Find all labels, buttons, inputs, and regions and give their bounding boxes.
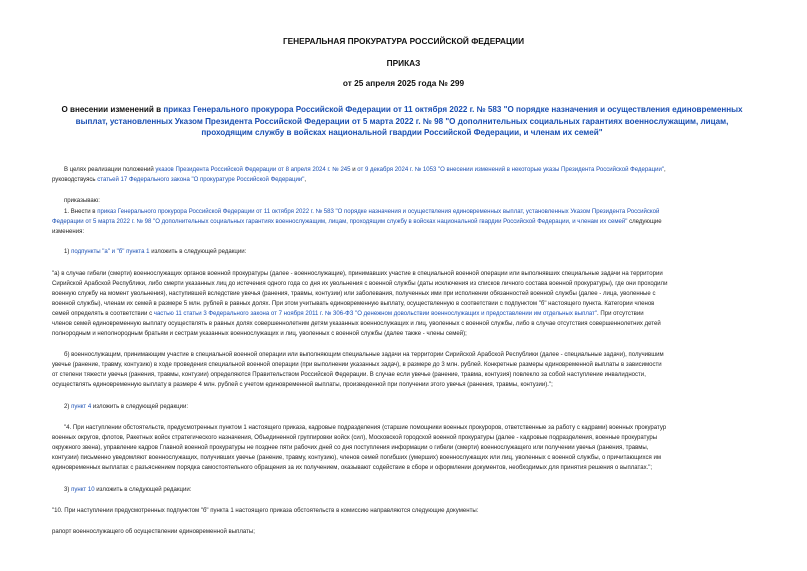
title-order-link[interactable]: приказ Генерального прокурора Российской Федерации от 11 октября 2022 г. № 583 "О порядке назначения и осуществления единовременных выплат, установленных Указом Президента Российской Федерации от 5 марта 2022 г. № 98 "О дополнительных социальных гарантиях военнослужащим, лицам, проходящим службу в войсках национальной гвардии Российской Федерации, и членам их семей" [75,105,743,137]
order-583-link-cont[interactable]: Федерации от 5 марта 2022 г. № 98 "О дополнительных социальных гарантиях военнослужащим, лицам, проходящим службу в войсках национальной гвардии Российской Федерации, и членам их семей" [52,219,628,225]
subpoints-a-b-link[interactable]: подпункты "а" и "б" пункта 1 [71,249,150,255]
document-title [52,104,752,139]
point-4-link[interactable]: пункт 4 [71,404,92,410]
preamble-line-2: руководствуясь статьей 17 Федерального закона "О прокуратуре Российской Федерации", [52,177,307,183]
report-line: рапорт военнослужащего об осуществлении единовременной выплаты; [52,529,255,535]
para-4-line-1: "4. При наступлении обстоятельств, предусмотренных пунктом 1 настоящего приказа, кадровые подразделения (старшие помощники военных прокуроров, ответственные за работу с кадрами) военных прокуратур [64,425,667,431]
item1-line-2: Федерации от 5 марта 2022 г. № 98 "О дополнительных социальных гарантиях военнослужащим, лицам, проходящим службу в войсках национальной гвардии Российской Федерации, и членам их семей" следующие [52,219,662,225]
item1-line-1: 1. Внести в приказ Генерального прокурора Российской Федерации от 11 октября 2022 г. № 583 "О порядке назначения и осуществления единовременных выплат, установленных Указом Президента Российской [64,209,660,215]
para-b-line-1: б) военнослужащим, принимающим участие в специальной военной операции или выполняющим специальные задачи на территории Сирийской Арабской Республики (далее - специальные задачи), получившим [64,352,664,358]
prosecution-law-link[interactable]: статьей 17 Федерального закона "О прокуратуре Российской Федерации" [97,177,305,183]
para-a-line-5: семей определять в соответствии с частью 11 статьи 3 Федерального закона от 7 ноября 2011 г. № 306-ФЗ "О денежном довольствии военнослужащих и предоставлении им отдельных выплат". При отсутствии [52,311,644,317]
subitem-1: 1) подпункты "а" и "б" пункта 1 изложить в следующей редакции: [64,249,247,255]
point-10-link[interactable]: пункт 10 [71,487,95,493]
decree-245-link[interactable]: указов Президента Российской Федерации от 8 апреля 2024 г. № 245 [155,167,351,173]
title-prefix: О внесении изменений в [61,105,164,114]
item1-line-3: изменения: [52,229,85,235]
organization-heading: ГЕНЕРАЛЬНАЯ ПРОКУРАТУРА РОССИЙСКОЙ ФЕДЕРАЦИИ [282,36,525,46]
para-a-line-1: "а) в случае гибели (смерти) военнослужащих органов военной прокуратуры (далее - военнослужащие), принимавших участие в специальной военной операции или выполнявших специальные задачи на территории [52,271,663,277]
document-date-number: от 25 апреля 2025 года № 299 [342,78,465,88]
para-a-line-4: военной службы), членам их семей в размере 5 млн. рублей в равных долях. При этом учитывать единовременную выплату, осуществленную в соответствии с подпунктом "б" настоящего пункта. Категории членов [52,301,655,307]
para-4-line-4: контузии) письменно уведомляют военнослужащих, получивших увечье (ранение, травму, контузию), членов семей погибших (умерших) военнослужащих или лиц, уволенных с военной службы, о причитающихся им [52,455,661,461]
para-a-line-6: членов семей единовременную выплату осуществлять в равных долях совершеннолетним детям указанных военнослужащих и лиц, уволенных с военной службы, либо в случае отсутствия совершеннолетних детей [52,321,661,327]
para-a-line-3: военную службу на момент увольнения), наступившей вследствие увечья (ранения, травмы, контузии) или заболевания, полученных ими при исполнении обязанностей военной службы (далее - лица, уволенные с [52,291,656,297]
decree-1053-link[interactable]: от 9 декабря 2024 г. № 1053 "О внесении изменений в некоторые указы Президента Российской Федерации" [357,167,664,173]
order-583-link[interactable]: приказ Генерального прокурора Российской Федерации от 11 октября 2022 г. № 583 "О порядке назначения и осуществления единовременных выплат, установленных Указом Президента Российской [97,209,660,215]
para-b-line-4: осуществлять единовременную выплату в размере 4 млн. рублей с учетом единовременной выплаты, произведенной при получении этого увечья (ранения, травмы, контузии)."; [52,382,553,388]
subitem-3: 3) пункт 10 изложить в следующей редакции: [64,487,192,493]
document-type-heading: ПРИКАЗ [386,58,421,68]
para-4-line-5: единовременных выплатах с разъяснением порядка самостоятельного обращения за их получением, оказывают содействие в сборе и оформлении документов, необходимых для принятия решения о выплатах."; [52,465,653,471]
para-a-line-2: Сирийской Арабской Республики, либо смерти указанных лиц до истечения одного года со дня их увольнения с военной службы (даты исключения из списков личного состава военной прокуратуры), где они проходили [52,281,668,287]
order-word: приказываю: [64,198,100,204]
para-b-line-2: увечье (ранение, травму, контузию) в ходе проведения специальной военной операции (при выполнении указанных задач), в размере до 3 млн. рублей. Конкретные размеры единовременной выплаты в зависимости [52,362,662,368]
subitem-2: 2) пункт 4 изложить в следующей редакции: [64,404,189,410]
law-306fz-link[interactable]: частью 11 статьи 3 Федерального закона от 7 ноября 2011 г. № 306-ФЗ "О денежном довольствии военнослужащих и предоставлении им отдельных выплат" [153,311,598,317]
preamble-line-1: В целях реализации положений указов Президента Российской Федерации от 8 апреля 2024 г. № 245 и от 9 декабря 2024 г. № 1053 "О внесении изменений в некоторые указы Президента Российской Федерации", [64,167,666,173]
para-10-line-1: "10. При наступлении предусмотренных подпунктом "б" пункта 1 настоящего приказа обстоятельств в комиссию направляются следующие документы: [52,508,479,514]
para-a-line-7: полнородным и неполнородным братьям и сестрам указанных военнослужащих и лиц, уволенных с военной службы (далее также - члены семей); [52,331,467,337]
para-b-line-3: от степени тяжести увечья (ранения, травмы, контузии) определяются Правительством Российской Федерации. В случае если увечье (ранение, травма, контузия) повлекло за собой наступление инвалидности, [52,372,646,378]
para-4-line-3: окружного звена), управление кадров Главной военной прокуратуры не позднее пяти рабочих дней со дня поступления информации о гибели (смерти) военнослужащего или получении увечья (ранения, травмы, [52,445,649,451]
para-4-line-2: военных округов, флотов, Ракетных войск стратегического назначения, Объединенной группировки войск (сил), Московской городской военной прокуратуры (далее - кадровые подразделения, военные прокуратуры [52,435,658,441]
